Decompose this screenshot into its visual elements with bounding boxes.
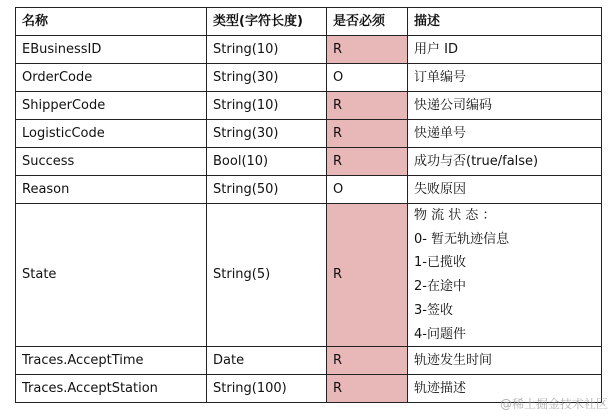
description-line: 4-问题件 — [414, 326, 466, 342]
field-name-cell: OrderCode — [16, 64, 207, 92]
description-lines — [414, 178, 595, 202]
header-name: 名称 — [16, 8, 207, 36]
table-row — [16, 176, 602, 204]
field-type-cell: String(5) — [207, 204, 327, 347]
description-line: 失败原因 — [414, 181, 467, 197]
table-row — [16, 120, 602, 148]
api-field-table — [15, 7, 602, 403]
description-lines — [414, 349, 595, 373]
description-line: 轨迹发生时间 — [414, 352, 493, 368]
field-name-cell: ShipperCode — [16, 92, 207, 120]
field-name-cell: Reason — [16, 176, 207, 204]
field-type-cell: String(100) — [207, 375, 327, 403]
description-lines — [414, 150, 595, 174]
description-lines — [414, 122, 595, 146]
required-flag-cell: O — [327, 64, 408, 92]
required-flag-cell: R — [327, 148, 408, 176]
description-line: 2-在途中 — [414, 279, 466, 295]
field-name-cell: Success — [16, 148, 207, 176]
field-type-cell: String(10) — [207, 36, 327, 64]
field-name-cell: EBusinessID — [16, 36, 207, 64]
description-cell — [408, 36, 602, 64]
required-flag-cell: R — [327, 120, 408, 148]
field-type-cell: String(30) — [207, 64, 327, 92]
description-cell — [408, 120, 602, 148]
required-flag-cell: O — [327, 176, 408, 204]
table-row — [16, 64, 602, 92]
description-line: 3-签收 — [414, 302, 453, 318]
description-line: 成功与否(true/false) — [414, 153, 539, 169]
watermark: @稀土掘金技术社区 — [499, 397, 608, 411]
field-type-cell: String(50) — [207, 176, 327, 204]
field-type-cell: Date — [207, 347, 327, 375]
description-lines — [414, 204, 595, 346]
required-flag-cell: R — [327, 36, 408, 64]
required-flag-cell: R — [327, 92, 408, 120]
description-lines — [414, 38, 595, 62]
table-row — [16, 347, 602, 375]
field-name-cell: State — [16, 204, 207, 347]
field-type-cell: Bool(10) — [207, 148, 327, 176]
field-type-cell: String(10) — [207, 92, 327, 120]
description-cell — [408, 204, 602, 347]
required-flag-cell: R — [327, 204, 408, 347]
description-line: 0- 暂无轨迹信息 — [414, 231, 510, 247]
description-cell — [408, 148, 602, 176]
description-line: 1-已揽收 — [414, 255, 466, 271]
description-cell — [408, 347, 602, 375]
header-required: 是否必须 — [327, 8, 408, 36]
header-type: 类型(字符长度) — [207, 8, 327, 36]
field-name-cell: Traces.AcceptStation — [16, 375, 207, 403]
required-flag-cell: R — [327, 375, 408, 403]
description-line: 快递单号 — [414, 125, 467, 141]
header-description: 描述 — [408, 8, 602, 36]
description-line: 快递公司编码 — [414, 97, 493, 113]
table-row — [16, 92, 602, 120]
description-line: 轨迹描述 — [414, 380, 467, 396]
description-lines — [414, 66, 595, 90]
description-line: 订单编号 — [414, 69, 467, 85]
field-name-cell: LogisticCode — [16, 120, 207, 148]
table-row — [16, 204, 602, 347]
description-line: 物 流 状 态 ： — [414, 208, 496, 223]
field-name-cell: Traces.AcceptTime — [16, 347, 207, 375]
table-row — [16, 148, 602, 176]
description-cell — [408, 92, 602, 120]
table-body — [16, 36, 602, 403]
field-type-cell: String(30) — [207, 120, 327, 148]
description-cell — [408, 176, 602, 204]
table-row — [16, 36, 602, 64]
description-lines — [414, 94, 595, 118]
table-header-row — [16, 8, 602, 36]
required-flag-cell: R — [327, 347, 408, 375]
description-cell — [408, 64, 602, 92]
description-line: 用户 ID — [414, 41, 458, 57]
